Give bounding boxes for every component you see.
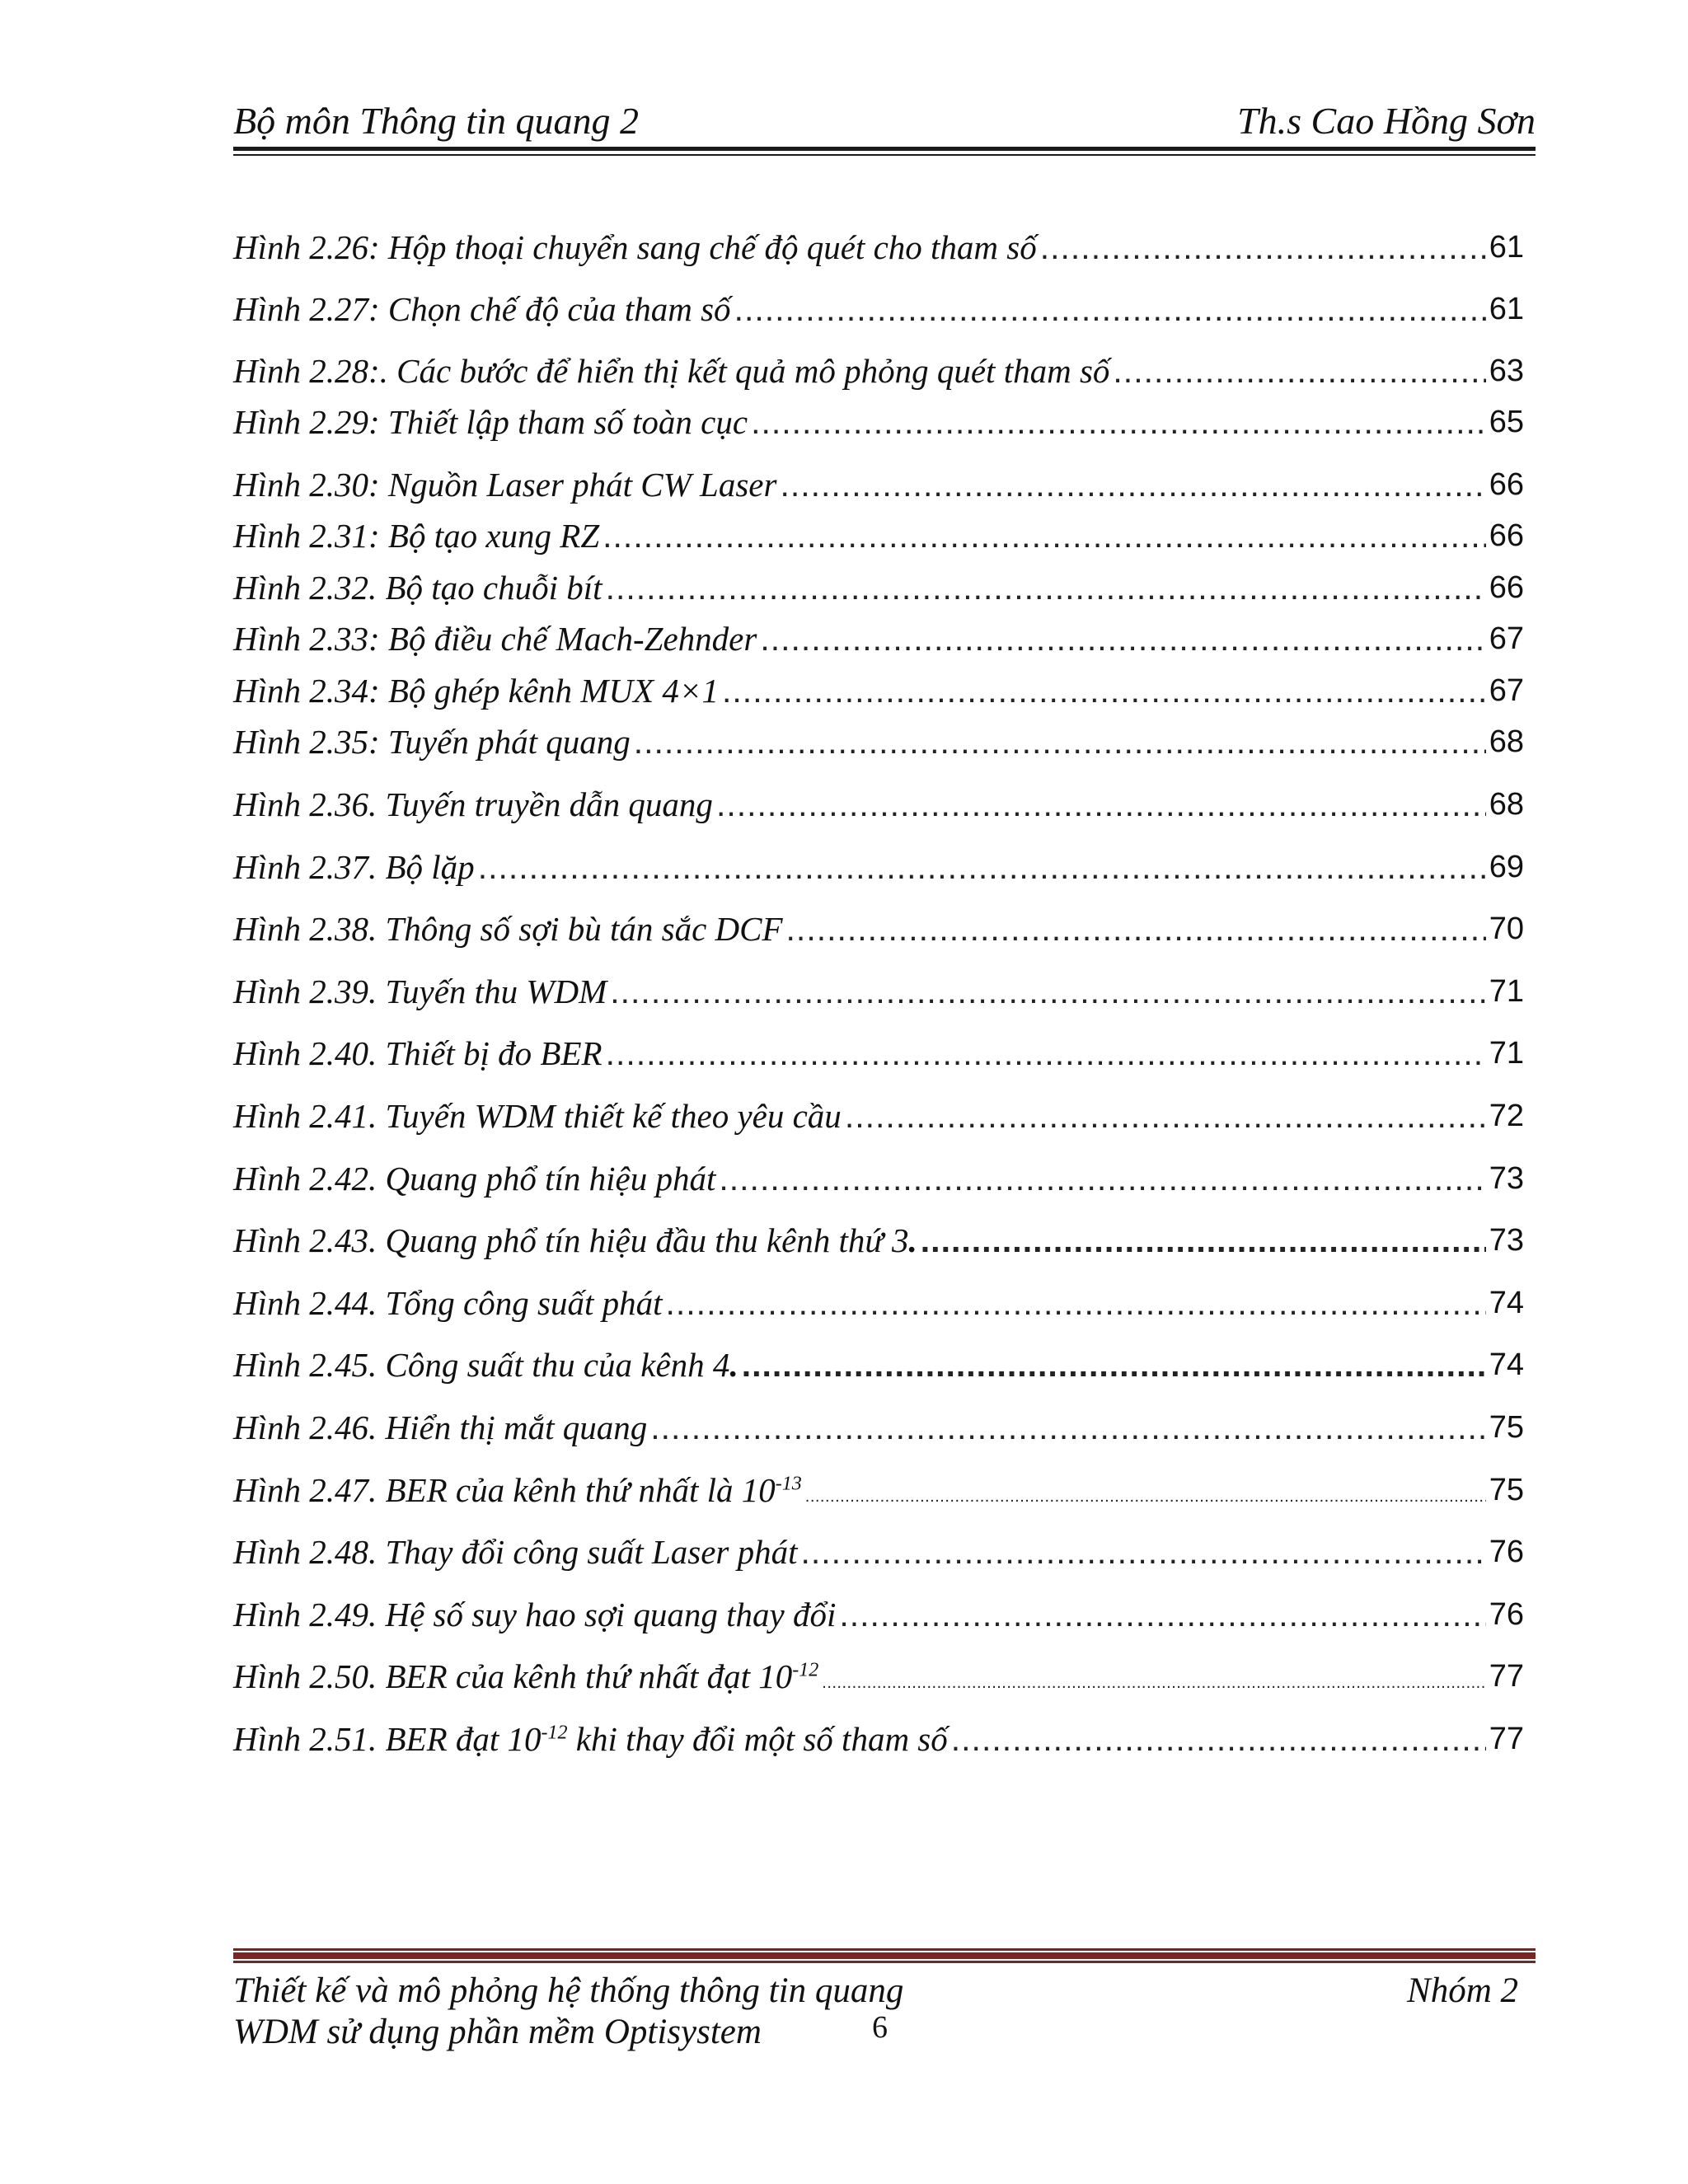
toc-entry-label: [233, 565, 603, 611]
toc-entry-period: .: [729, 1346, 738, 1384]
toc-entry-label: [233, 968, 607, 1015]
toc-entry[interactable]: [233, 286, 1524, 332]
toc-page-number: 67: [1489, 621, 1524, 656]
toc-dot-leader: [845, 1093, 1486, 1139]
toc-entry-text: Hình 2.34: Bộ ghép kênh MUX 4×1: [233, 672, 720, 710]
toc-dot-leader: [742, 1342, 1486, 1388]
toc-entry[interactable]: [233, 224, 1524, 270]
toc-entry-exponent: -12: [541, 1722, 568, 1744]
toc-entry-text: Hình 2.30: Nguồn Laser phát CW Laser: [233, 466, 777, 504]
toc-entry-text: Hình 2.37. Bộ lặp: [233, 848, 475, 886]
toc-entry-label: [233, 1404, 647, 1451]
toc-entry-text: Hình 2.36. Tuyến truyền dẫn quang: [233, 785, 713, 823]
toc-dot-leader: [822, 1666, 1485, 1699]
toc-entry-text: Hình 2.27: Chọn chế độ của tham số: [233, 290, 731, 328]
toc-page-number: 66: [1489, 467, 1524, 502]
toc-dot-leader: [478, 844, 1486, 890]
toc-dot-leader: [606, 565, 1486, 611]
toc-entry[interactable]: [233, 1529, 1524, 1575]
toc-entry-label: [233, 719, 631, 765]
toc-dot-leader: [751, 399, 1486, 445]
toc-entry[interactable]: [233, 1030, 1524, 1076]
header-author: Th.s Cao Hồng Sơn: [1237, 100, 1536, 142]
toc-entry-label: [233, 906, 783, 952]
toc-entry-text: Hình 2.39. Tuyến thu WDM: [233, 972, 607, 1010]
toc-dot-leader: [719, 1155, 1485, 1202]
header-department: Bộ môn Thông tin quang 2: [233, 100, 639, 142]
toc-entry-exponent: -12: [792, 1659, 819, 1681]
toc-entry[interactable]: [233, 1404, 1524, 1451]
toc-page-number: 71: [1489, 974, 1524, 1009]
toc-entry-text: Hình 2.33: Bộ điều chế Mach-Zehnder: [233, 620, 757, 658]
toc-entry-label: [233, 348, 1109, 394]
toc-page-number: 63: [1489, 354, 1524, 388]
toc-entry-text: Hình 2.29: Thiết lập tham số toàn cục: [233, 403, 748, 441]
toc-entry[interactable]: [233, 462, 1524, 508]
toc-entry[interactable]: [233, 616, 1524, 662]
toc-page-number: 68: [1489, 724, 1524, 759]
toc-entry-text: Hình 2.50. BER của kênh thứ nhất đạt 10: [233, 1657, 793, 1695]
toc-entry[interactable]: [233, 1155, 1524, 1202]
toc-entry[interactable]: [233, 968, 1524, 1015]
toc-entry-exponent: -13: [775, 1473, 802, 1495]
toc-entry-label: [233, 1591, 836, 1638]
toc-dot-leader: [634, 719, 1486, 765]
toc-entry-text: Hình 2.43. Quang phổ tín hiệu đầu thu kênh thứ 3: [233, 1221, 909, 1259]
toc-entry-text: Hình 2.46. Hiển thị mắt quang: [233, 1408, 648, 1446]
toc-entry-label: [233, 286, 731, 332]
toc-dot-leader: [734, 286, 1486, 332]
toc-page-number: 67: [1489, 673, 1524, 708]
toc-entry[interactable]: [233, 906, 1524, 952]
toc-page-number: 72: [1489, 1099, 1524, 1133]
toc-entry[interactable]: [233, 348, 1524, 394]
toc-page-number: 76: [1489, 1597, 1524, 1632]
toc-dot-leader: [951, 1716, 1486, 1762]
toc-entry-label: [233, 781, 713, 827]
toc-entry-text-tail: khi thay đổi một số tham số: [567, 1720, 948, 1758]
toc-entry-text: Hình 2.35: Tuyến phát quang: [233, 723, 631, 761]
toc-entry[interactable]: [233, 844, 1524, 890]
toc-entry-text: Hình 2.48. Thay đổi công suất Laser phát: [233, 1533, 798, 1571]
toc-entry-label: [233, 224, 1037, 270]
toc-page-number: 76: [1489, 1535, 1524, 1569]
toc-entry-text: Hình 2.38. Thông số sợi bù tán sắc DCF: [233, 910, 783, 948]
toc-dot-leader: [786, 906, 1486, 952]
toc-dot-leader: [606, 1030, 1486, 1076]
toc-entry-text: Hình 2.47. BER của kênh thứ nhất là 10: [233, 1471, 776, 1509]
toc-dot-leader: [760, 616, 1485, 662]
toc-page-number: 74: [1489, 1286, 1524, 1320]
toc-page-number: 61: [1489, 292, 1524, 326]
toc-dot-leader: [1113, 348, 1485, 394]
toc-page-number: 73: [1489, 1223, 1524, 1258]
toc-entry-text: Hình 2.40. Thiết bị đo BER: [233, 1034, 603, 1072]
toc-dot-leader: [666, 1280, 1486, 1326]
toc-entry-text: Hình 2.49. Hệ số suy hao sợi quang thay đổi: [233, 1596, 837, 1633]
toc-entry-label: [233, 1030, 603, 1076]
toc-page-number: 66: [1489, 518, 1524, 553]
toc-entry-label: [233, 1280, 663, 1326]
toc-dot-leader: [921, 1217, 1486, 1263]
toc-page-number: 66: [1489, 570, 1524, 605]
toc-page-number: 73: [1489, 1161, 1524, 1196]
footer-rule: [233, 1952, 1536, 1959]
toc-dot-leader: [1040, 224, 1486, 270]
toc-entry-label: [233, 513, 599, 559]
footer-title-line1: Thiết kế và mô phỏng hệ thống thông tin quang: [233, 1971, 904, 2010]
page-number: 6: [872, 2010, 888, 2045]
footer-rule-bottom: [233, 1961, 1536, 1963]
toc-entry[interactable]: [233, 1342, 1524, 1388]
toc-entry-label: [233, 462, 776, 508]
toc-dot-leader: [801, 1529, 1486, 1575]
toc-entry-text: Hình 2.32. Bộ tạo chuỗi bít: [233, 569, 603, 607]
toc-entry-label: [233, 1653, 818, 1699]
toc-dot-leader: [722, 668, 1486, 714]
toc-entry-text: Hình 2.28:. Các bước để hiển thị kết quả mô phỏng quét tham số: [233, 352, 1110, 390]
toc-entry-label: [233, 1529, 798, 1575]
header-rule-thin: [233, 154, 1536, 156]
toc-entry-label: [233, 1342, 738, 1388]
toc-dot-leader: [839, 1591, 1485, 1638]
toc-entry[interactable]: [233, 1093, 1524, 1139]
toc-page-number: 77: [1489, 1722, 1524, 1756]
toc-dot-leader: [610, 968, 1485, 1015]
toc-entry-label: [233, 1155, 715, 1202]
toc-entry-label: [233, 844, 475, 890]
toc-entry-label: [233, 1716, 948, 1762]
toc-entry[interactable]: [233, 719, 1524, 765]
toc-entry[interactable]: [233, 399, 1524, 445]
toc-page-number: 75: [1489, 1473, 1524, 1507]
toc-entry-period: .: [908, 1221, 917, 1259]
toc-entry[interactable]: [233, 668, 1524, 714]
toc-entry-text: Hình 2.26: Hộp thoại chuyển sang chế độ quét cho tham số: [233, 228, 1037, 266]
toc-entry-label: [233, 1217, 917, 1263]
toc-dot-leader: [780, 462, 1485, 508]
toc-entry[interactable]: [233, 1716, 1524, 1762]
toc-entry-text: Hình 2.41. Tuyến WDM thiết kế theo yêu cầu: [233, 1097, 842, 1135]
toc-entry[interactable]: [233, 1591, 1524, 1638]
toc-entry[interactable]: [233, 565, 1524, 611]
page-header: [233, 92, 1536, 150]
footer-title-line2: WDM sử dụng phần mềm Optisystem: [233, 2013, 762, 2051]
toc-page-number: 77: [1489, 1659, 1524, 1694]
toc-dot-leader: [650, 1404, 1485, 1451]
footer-rule-top: [233, 1948, 1536, 1951]
toc-entry[interactable]: [233, 1653, 1524, 1699]
toc-entry-text: Hình 2.44. Tổng công suất phát: [233, 1284, 663, 1322]
toc-page-number: 75: [1489, 1410, 1524, 1445]
toc-entry[interactable]: [233, 1217, 1524, 1263]
header-rule: [233, 147, 1536, 151]
toc-entry-text: Hình 2.31: Bộ tạo xung RZ: [233, 517, 600, 555]
toc-page-number: 68: [1489, 787, 1524, 822]
toc-page-number: 61: [1489, 230, 1524, 265]
toc-page-number: 71: [1489, 1036, 1524, 1071]
toc-page-number: 69: [1489, 850, 1524, 884]
footer-group: Nhóm 2: [1407, 1971, 1518, 2010]
toc-entry-label: [233, 1093, 842, 1139]
toc-entry[interactable]: [233, 513, 1524, 559]
toc-entry-text: Hình 2.42. Quang phổ tín hiệu phát: [233, 1160, 716, 1197]
toc-entry[interactable]: [233, 1467, 1524, 1513]
toc-entry-label: [233, 399, 748, 445]
toc-dot-leader: [716, 781, 1486, 827]
toc-entry-label: [233, 668, 719, 714]
toc-dot-leader: [603, 513, 1486, 559]
toc-entry[interactable]: [233, 781, 1524, 827]
toc-page-number: 65: [1489, 405, 1524, 439]
toc-entry-label: [233, 616, 757, 662]
toc-entry[interactable]: [233, 1280, 1524, 1326]
toc-page-number: 70: [1489, 912, 1524, 946]
toc-entry-text: Hình 2.45. Công suất thu của kênh 4: [233, 1346, 730, 1384]
toc-page-number: 74: [1489, 1347, 1524, 1382]
toc-dot-leader: [805, 1480, 1486, 1513]
toc-entry-text: Hình 2.51. BER đạt 10: [233, 1720, 542, 1758]
toc-entry-label: [233, 1467, 802, 1513]
